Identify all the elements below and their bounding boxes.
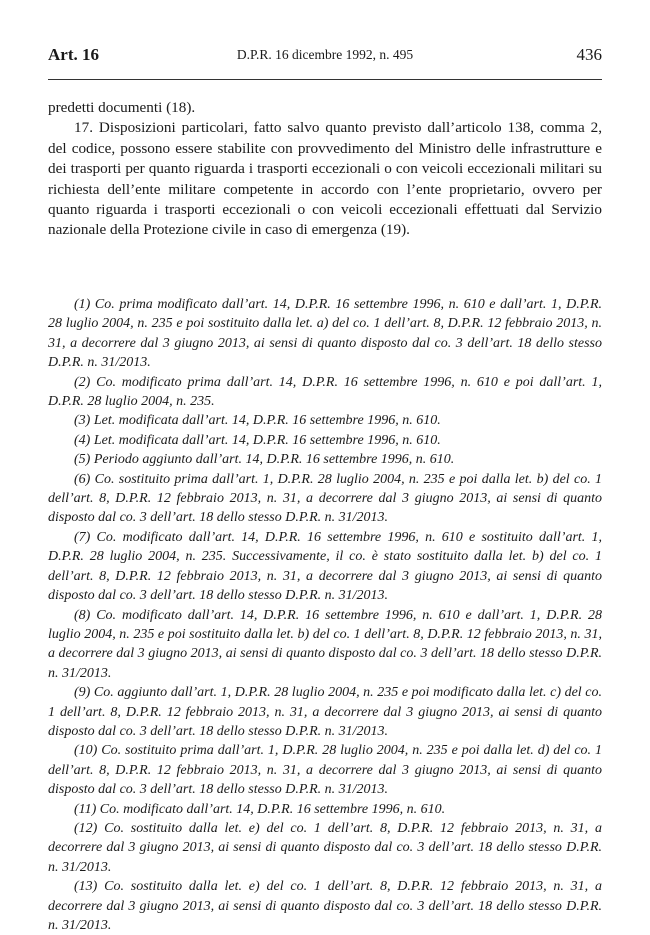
footnote: (5) Periodo aggiunto dall’art. 14, D.P.R. 16 settembre 1996, n. 610. [74, 452, 455, 468]
paragraph-17: 17. Disposizioni particolari, fatto salvo quanto previsto dall’articolo 138, comma 2, del codice, possono essere stabilite con provvedimento del Ministro delle infrastrutture e dei trasporti per quanto riguarda i trasporti eccezionali o con veicoli eccezionali militari su richiesta dell’ente militare competente in accordo con l’ente proprietario, ovvero per quanto riguarda i trasporti eccezionali o con veicoli eccezionali effettuati dal Servizio nazionale della Protezione civile in caso di emergenza (19). [48, 119, 602, 239]
footnote: (2) Co. modificato prima dall’art. 14, D.P.R. 16 settembre 1996, n. 610 e poi dall’art. 1, D.P.R. 28 luglio 2004, n. 235. [48, 374, 602, 410]
footnote: (3) Let. modificata dall’art. 14, D.P.R. 16 settembre 1996, n. 610. [74, 413, 441, 429]
running-title: D.P.R. 16 dicembre 1992, n. 495 [236, 47, 414, 62]
footnote: (12) Co. sostituito dalla let. e) del co. 1 dell’art. 8, D.P.R. 12 febbraio 2013, n. 31, a decorrere dal 3 giugno 2013, ai sensi di quanto disposto dal co. 3 dell’art. 18 dello stesso D.P.R. n. 31/2013. [48, 820, 602, 875]
footnote: (11) Co. modificato dall’art. 14, D.P.R. 16 settembre 1996, n. 610. [74, 801, 446, 817]
running-header [48, 45, 602, 71]
footnote: (10) Co. sostituito prima dall’art. 1, D.P.R. 28 luglio 2004, n. 235 e poi dalla let. d) del co. 1 dell’art. 8, D.P.R. 12 febbraio 2013, n. 31, a decorrere dal 3 giugno 2013, ai sensi di quanto disposto dal co. 3 dell’art. 18 dello stesso D.P.R. n. 31/2013. [48, 743, 602, 798]
header-rule [48, 79, 602, 80]
page-number: 436 [576, 45, 602, 64]
footnote: (4) Let. modificata dall’art. 14, D.P.R. 16 settembre 1996, n. 610. [74, 432, 441, 448]
footnote: (6) Co. sostituito prima dall’art. 1, D.P.R. 28 luglio 2004, n. 235 e poi dalla let. b) del co. 1 dell’art. 8, D.P.R. 12 febbraio 2013, n. 31, a decorrere dal 3 giugno 2013, ai sensi di quanto disposto dal co. 3 dell’art. 18 dello stesso D.P.R. n. 31/2013. [48, 471, 602, 526]
article-label: Art. 16 [48, 45, 99, 64]
footnote: (8) Co. modificato dall’art. 14, D.P.R. 16 settembre 1996, n. 610 e dall’art. 1, D.P.R. 28 luglio 2004, n. 235 e poi sostituito dalla let. b) del co. 1 dell’art. 8, D.P.R. 12 febbraio 2013, n. 31, a decorrere dal 3 giugno 2013, ai sensi di quanto disposto dal co. 3 dell’art. 18 dello stesso D.P.R. n. 31/2013. [48, 607, 602, 681]
footnote: (13) Co. sostituito dalla let. e) del co. 1 dell’art. 8, D.P.R. 12 febbraio 2013, n. 31, a decorrere dal 3 giugno 2013, ai sensi di quanto disposto dal co. 3 dell’art. 18 dello stesso D.P.R. n. 31/2013. [48, 879, 602, 933]
footnote: (7) Co. modificato dall’art. 14, D.P.R. 16 settembre 1996, n. 610 e sostituito dall’art. 1, D.P.R. 28 luglio 2004, n. 235. Successivamente, il co. è stato sostituito dalla let. b) del co. 1 dell’art. 8, D.P.R. 12 febbraio 2013, n. 31, a decorrere dal 3 giugno 2013, ai sensi di quanto disposto dal co. 3 dell’art. 18 dello stesso D.P.R. n. 31/2013. [48, 529, 602, 604]
continuation-text: predetti documenti (18). [48, 99, 196, 116]
footnote: (1) Co. prima modificato dall’art. 14, D.P.R. 16 settembre 1996, n. 610 e dall’art. 1, D.P.R. 28 luglio 2004, n. 235 e poi sostituito dalla let. a) del co. 1 dell’art. 8, D.P.R. 12 febbraio 2013, n. 31, a decorrere dal 3 giugno 2013, ai sensi di quanto disposto dal co. 3 dell’art. 18 dello stesso D.P.R. n. 31/2013. [48, 297, 602, 371]
footnote: (9) Co. aggiunto dall’art. 1, D.P.R. 28 luglio 2004, n. 235 e poi modificato dalla let. c) del co. 1 dell’art. 8, D.P.R. 12 febbraio 2013, n. 31, a decorrere dal 3 giugno 2013, ai sensi di quanto disposto dal co. 3 dell’art. 18 dello stesso D.P.R. n. 31/2013. [48, 685, 602, 739]
main-text [48, 98, 602, 241]
footnotes [48, 295, 602, 935]
